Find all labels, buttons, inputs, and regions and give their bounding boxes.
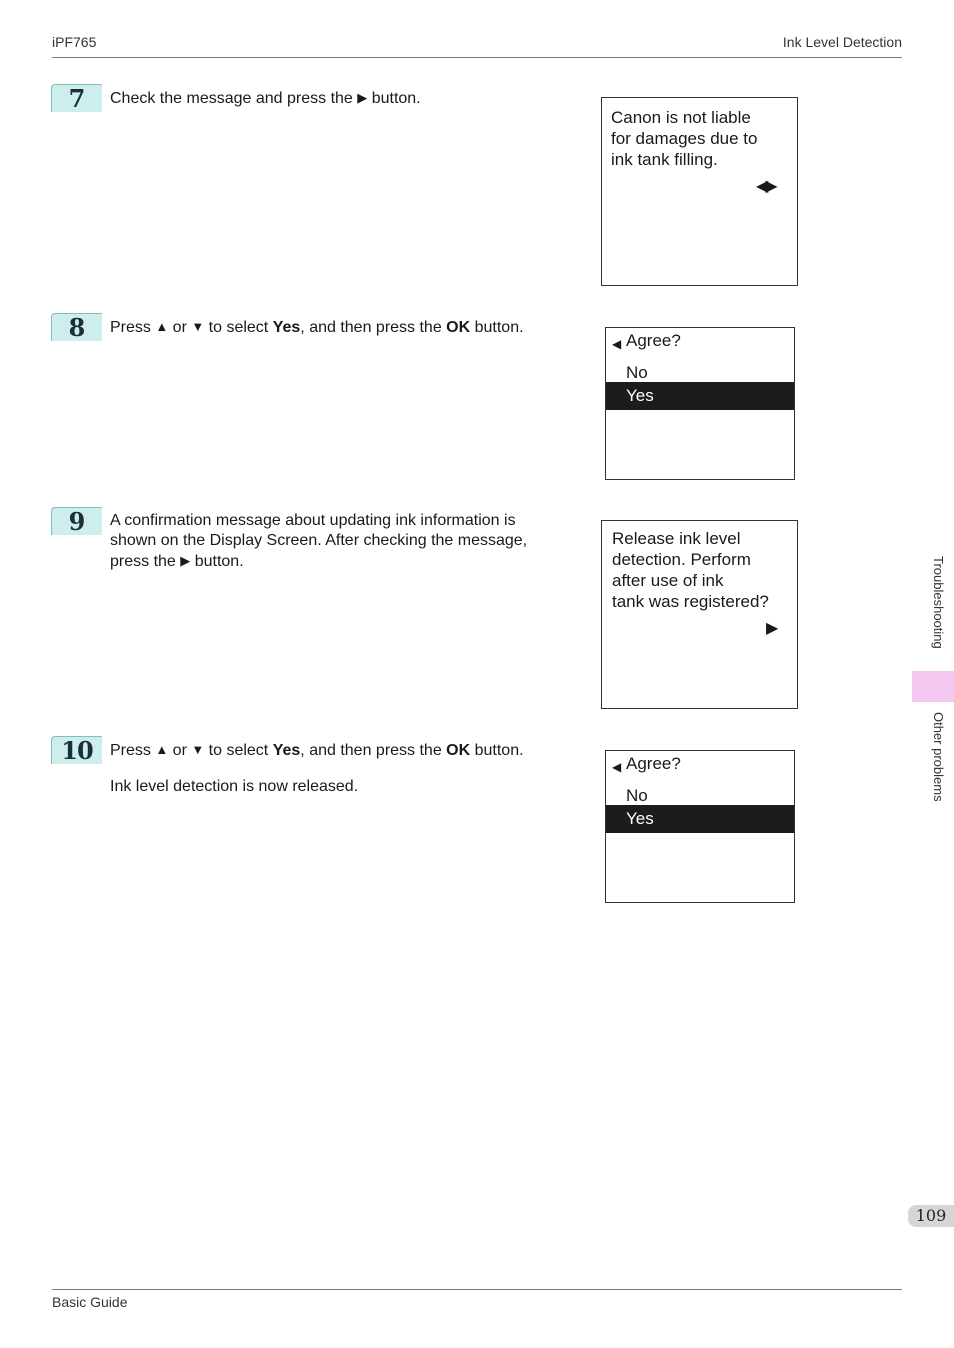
side-tab-active-marker bbox=[912, 671, 954, 702]
display-question: Agree? bbox=[626, 754, 681, 773]
display-screen-step-9 bbox=[601, 520, 798, 709]
back-arrow-icon: ◀ bbox=[612, 760, 622, 774]
option-no: No bbox=[626, 786, 648, 805]
left-right-arrow-icon: ◀▶ bbox=[756, 178, 775, 195]
step-7-badge: 7 bbox=[51, 84, 102, 112]
side-tab-troubleshooting[interactable]: Troubleshooting bbox=[931, 556, 946, 649]
side-tab-other-problems[interactable]: Other problems bbox=[931, 712, 946, 802]
option-yes-selected: Yes bbox=[606, 805, 794, 833]
up-arrow-icon: ▲ bbox=[155, 742, 169, 757]
display-message: Release ink level detection. Perform after use of ink tank was registered? bbox=[612, 529, 769, 611]
header-section-title: Ink Level Detection bbox=[782, 34, 902, 50]
step-10-note: Ink level detection is now released. bbox=[110, 778, 359, 795]
option-no: No bbox=[626, 363, 648, 382]
step-9-text: A confirmation message about updating ink information is shown on the Display Screen. After checking the message, press the ▶ button. bbox=[110, 512, 528, 570]
step-8-text: Press ▲ or ▼ to select Yes, and then press the OK button. bbox=[110, 319, 524, 336]
option-yes-selected: Yes bbox=[606, 382, 794, 410]
step-10-badge: 10 bbox=[51, 736, 102, 764]
display-screen-step-7 bbox=[601, 97, 798, 286]
right-arrow-icon: ▶ bbox=[357, 90, 368, 105]
page-number: 109 bbox=[908, 1205, 954, 1227]
step-10-text: Press ▲ or ▼ to select Yes, and then press the OK button. bbox=[110, 742, 524, 759]
back-arrow-icon: ◀ bbox=[612, 337, 622, 351]
step-7-text: Check the message and press the ▶ button. bbox=[110, 90, 421, 107]
display-screen-step-8 bbox=[605, 327, 795, 480]
footer-divider bbox=[52, 1289, 902, 1290]
footer-title: Basic Guide bbox=[52, 1294, 128, 1310]
display-question: Agree? bbox=[626, 331, 681, 350]
step-8-badge: 8 bbox=[51, 313, 102, 341]
down-arrow-icon: ▼ bbox=[191, 319, 205, 334]
display-screen-step-10 bbox=[605, 750, 795, 903]
header-divider bbox=[52, 57, 902, 58]
up-arrow-icon: ▲ bbox=[155, 319, 169, 334]
right-arrow-icon: ▶ bbox=[766, 620, 779, 637]
display-message: Canon is not liable for damages due to ink tank filling. bbox=[611, 108, 758, 169]
header-product-name: iPF765 bbox=[52, 34, 97, 50]
down-arrow-icon: ▼ bbox=[191, 742, 205, 757]
right-arrow-icon: ▶ bbox=[180, 553, 191, 568]
step-9-badge: 9 bbox=[51, 507, 102, 535]
